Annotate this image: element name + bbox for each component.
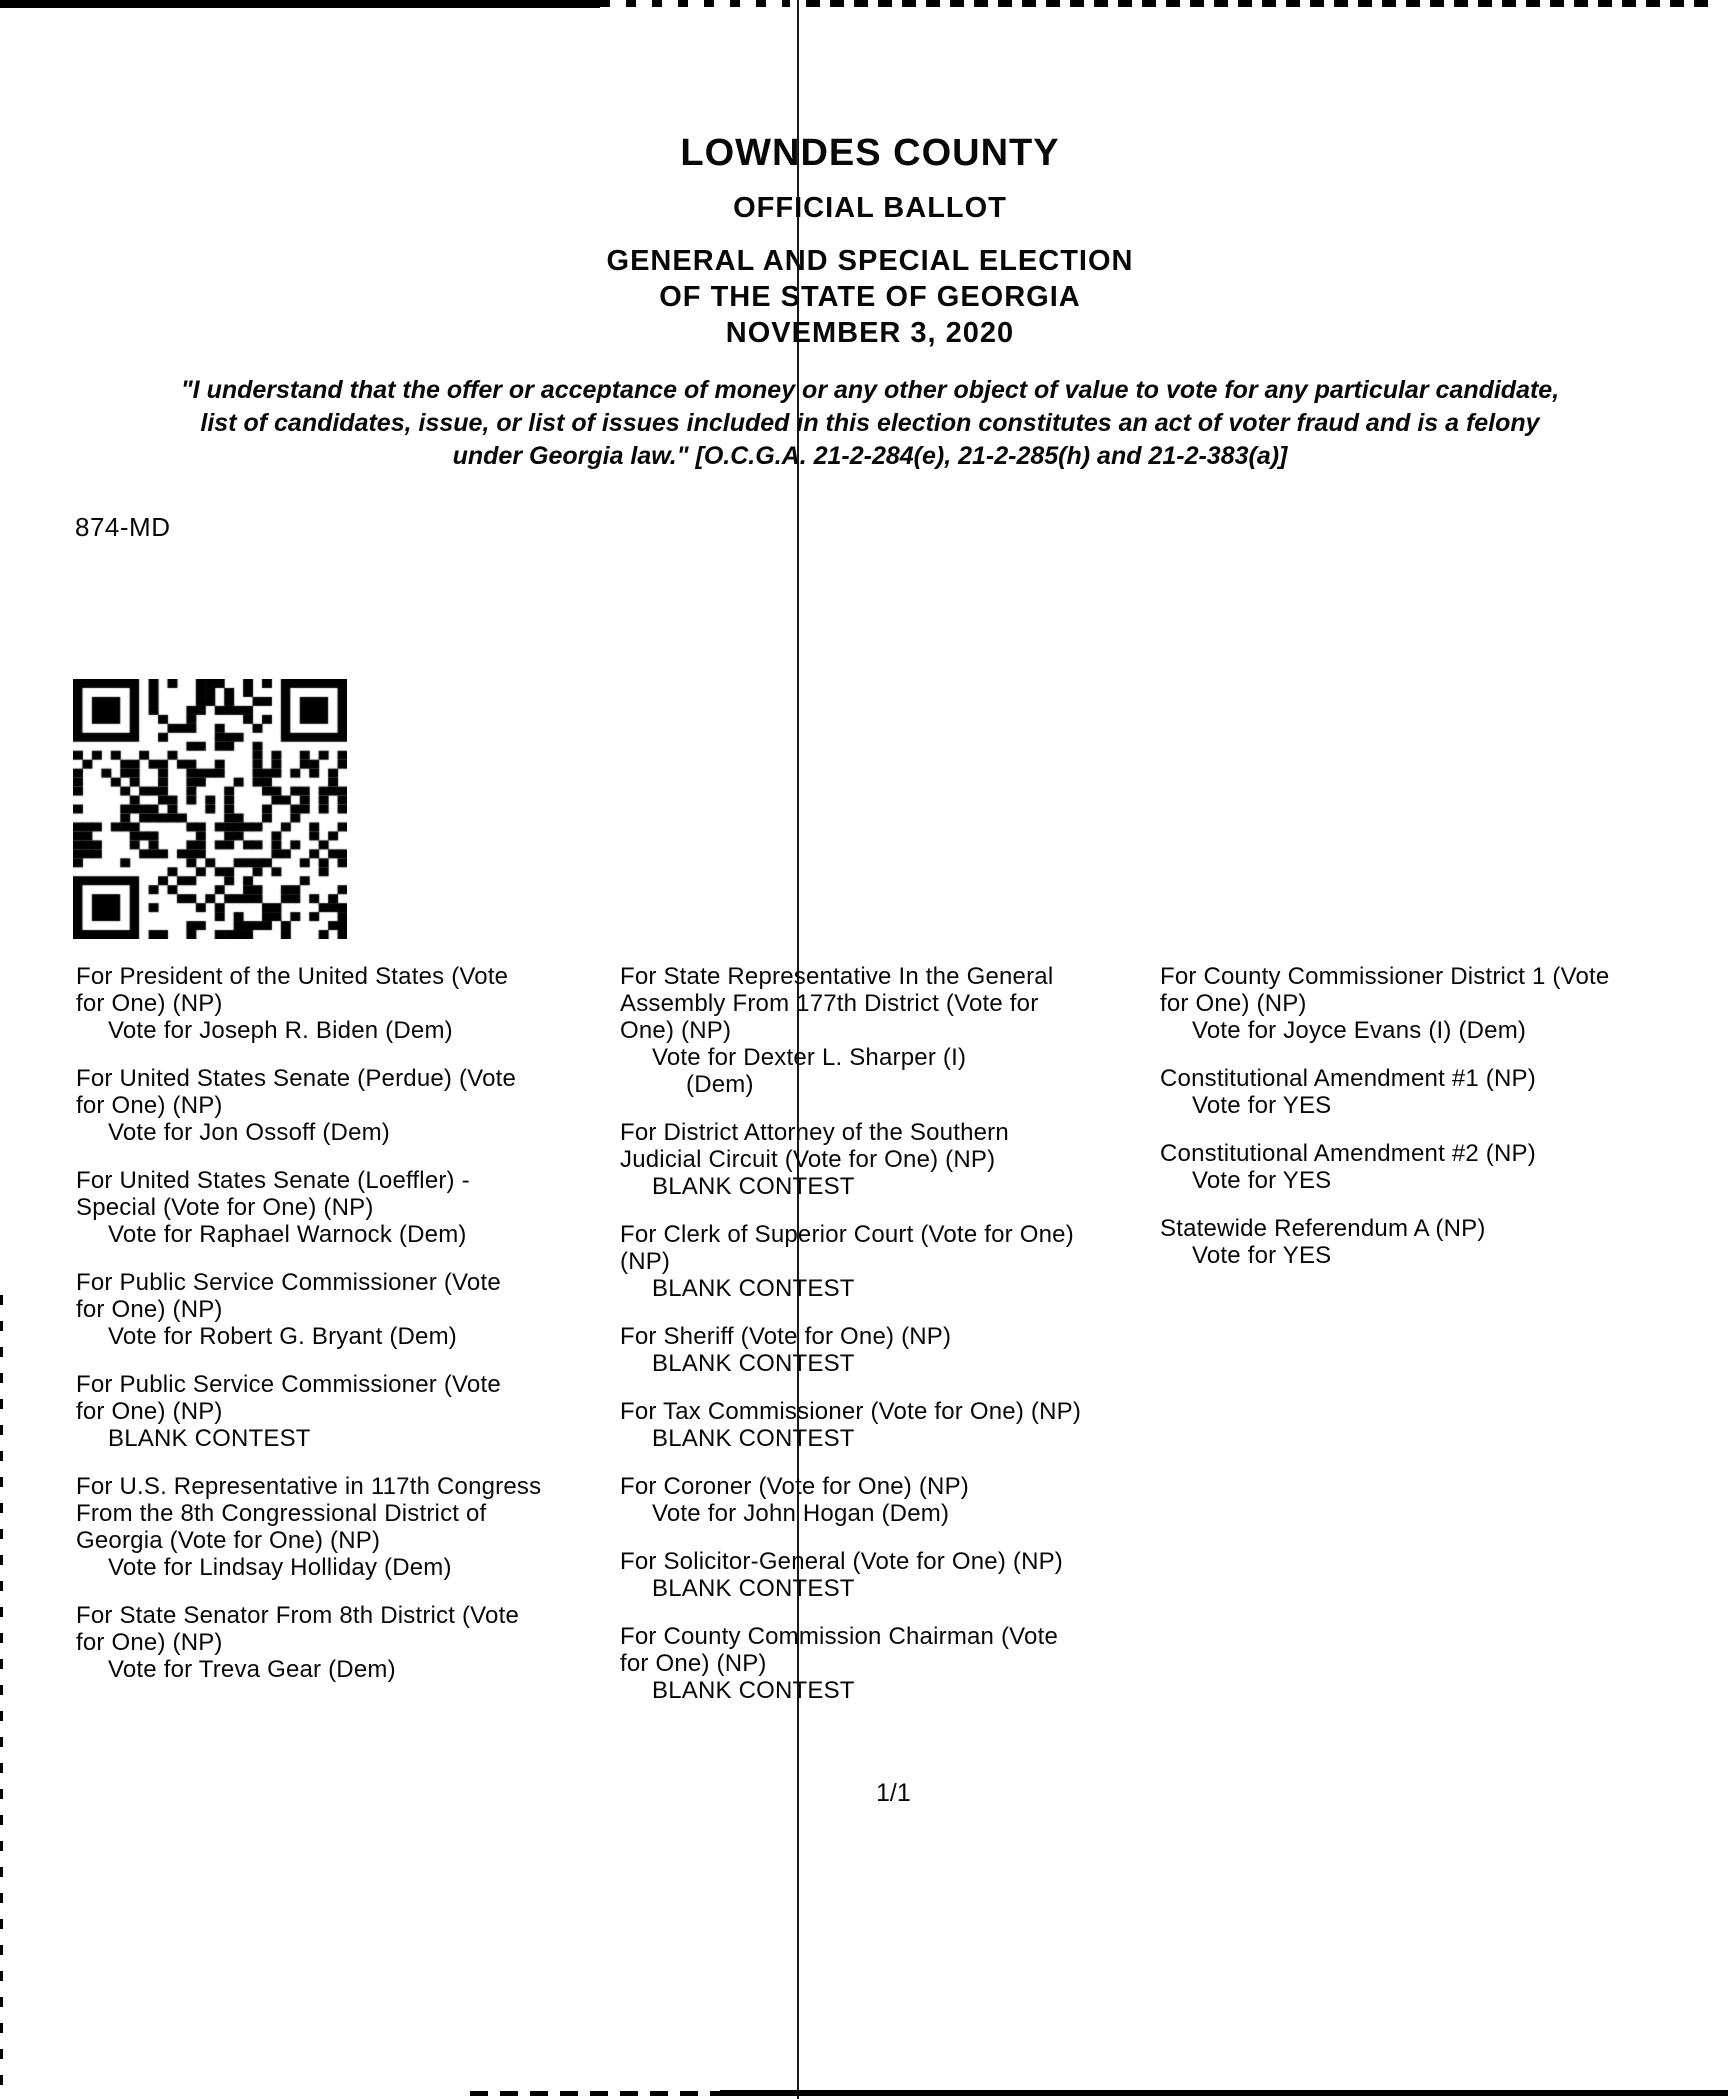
contest-office-line: From the 8th Congressional District of bbox=[76, 1500, 487, 1527]
contest-selection-line: BLANK CONTEST bbox=[652, 1350, 855, 1377]
contest-selection-line: BLANK CONTEST bbox=[652, 1425, 855, 1452]
contest-selection-line: BLANK CONTEST bbox=[652, 1677, 855, 1704]
contest-office-line: for One) (NP) bbox=[76, 1629, 223, 1656]
contest-office-line: For Clerk of Superior Court (Vote for One) bbox=[620, 1221, 1074, 1248]
contest bbox=[620, 1323, 1165, 1377]
voter-fraud-disclaimer bbox=[0, 374, 1728, 473]
official-ballot-title: OFFICIAL BALLOT bbox=[733, 192, 1007, 224]
contest bbox=[620, 1473, 1165, 1527]
contest-office-line: For Public Service Commissioner (Vote bbox=[76, 1371, 501, 1398]
election-title-line: NOVEMBER 3, 2020 bbox=[725, 317, 1015, 349]
contest-office-line: For District Attorney of the Southern bbox=[620, 1119, 1009, 1146]
contest bbox=[620, 1119, 1165, 1200]
contest-office-line: (NP) bbox=[620, 1248, 671, 1275]
contest-selection-line: Vote for Jon Ossoff (Dem) bbox=[108, 1119, 390, 1146]
contest-selection-line: Vote for YES bbox=[1192, 1242, 1332, 1269]
contest-selection-line: Vote for Robert G. Bryant (Dem) bbox=[108, 1323, 457, 1350]
top-edge-dash-mark-left bbox=[600, 0, 790, 7]
ballot-column-2 bbox=[620, 963, 1165, 1725]
contest-office-line: For Coroner (Vote for One) (NP) bbox=[620, 1473, 969, 1500]
contest-selection-line: Vote for Raphael Warnock (Dem) bbox=[108, 1221, 467, 1248]
contest-office-line: for One) (NP) bbox=[1160, 990, 1307, 1017]
contest-office-line: Special (Vote for One) (NP) bbox=[76, 1194, 374, 1221]
contest bbox=[620, 963, 1165, 1098]
contest-office-line: Judicial Circuit (Vote for One) (NP) bbox=[620, 1146, 996, 1173]
election-title-block bbox=[0, 243, 1728, 351]
contest-office-line: Constitutional Amendment #1 (NP) bbox=[1160, 1065, 1536, 1092]
contest-office-line: for One) (NP) bbox=[76, 1398, 223, 1425]
contest-office-line: for One) (NP) bbox=[620, 1650, 767, 1677]
contest-selection-line: BLANK CONTEST bbox=[652, 1173, 855, 1200]
contest-selection-line: Vote for Joyce Evans (I) (Dem) bbox=[1192, 1017, 1527, 1044]
contest-selection-line: Vote for Treva Gear (Dem) bbox=[108, 1656, 396, 1683]
contest-office-line: For State Representative In the General bbox=[620, 963, 1054, 990]
disclaimer-line: "I understand that the offer or acceptance of money or any other object of value to vote for any particular candidate, bbox=[180, 376, 1560, 404]
top-edge-solid-mark bbox=[0, 0, 600, 8]
contest-office-line: Assembly From 177th District (Vote for bbox=[620, 990, 1039, 1017]
contest-office-line: Statewide Referendum A (NP) bbox=[1160, 1215, 1486, 1242]
contest bbox=[1160, 1215, 1728, 1269]
contest-office-line: for One) (NP) bbox=[76, 1092, 223, 1119]
election-title-line: GENERAL AND SPECIAL ELECTION bbox=[606, 245, 1134, 277]
contest-office-line: for One) (NP) bbox=[76, 990, 223, 1017]
contest bbox=[620, 1398, 1165, 1452]
contest-office-line: For Solicitor-General (Vote for One) (NP) bbox=[620, 1548, 1064, 1575]
contest bbox=[76, 1269, 616, 1350]
contest-selection-line: BLANK CONTEST bbox=[108, 1425, 311, 1452]
contest-selection-line: Vote for Joseph R. Biden (Dem) bbox=[108, 1017, 453, 1044]
contest-office-line: One) (NP) bbox=[620, 1017, 732, 1044]
contest bbox=[76, 1065, 616, 1146]
contest-office-line: For Public Service Commissioner (Vote bbox=[76, 1269, 501, 1296]
contest-selection-line: Vote for YES bbox=[1192, 1092, 1332, 1119]
election-title-line: OF THE STATE OF GEORGIA bbox=[659, 281, 1081, 313]
disclaimer-line: list of candidates, issue, or list of issues included in this election constitutes an act of voter fraud and is a felony bbox=[200, 409, 1540, 437]
contest bbox=[76, 1371, 616, 1452]
contest bbox=[1160, 1140, 1728, 1194]
contest bbox=[620, 1548, 1165, 1602]
contest-office-line: For County Commission Chairman (Vote bbox=[620, 1623, 1059, 1650]
contest-office-line: For United States Senate (Loeffler) - bbox=[76, 1167, 470, 1194]
contest-selection-line: (Dem) bbox=[686, 1071, 754, 1098]
left-edge-dash-mark bbox=[0, 1295, 3, 2090]
contest-office-line: For U.S. Representative in 117th Congress bbox=[76, 1473, 542, 1500]
contest-office-line: Georgia (Vote for One) (NP) bbox=[76, 1527, 381, 1554]
contest bbox=[76, 1473, 616, 1581]
contest-office-line: For County Commissioner District 1 (Vote bbox=[1160, 963, 1610, 990]
contest-selection-line: Vote for YES bbox=[1192, 1167, 1332, 1194]
contest bbox=[1160, 1065, 1728, 1119]
disclaimer-line: under Georgia law." [O.C.G.A. 21-2-284(e), 21-2-285(h) and 21-2-383(a)] bbox=[452, 442, 1288, 470]
contest-office-line: For United States Senate (Perdue) (Vote bbox=[76, 1065, 517, 1092]
ballot-style-id: 874-MD bbox=[75, 512, 171, 542]
contest-office-line: For Tax Commissioner (Vote for One) (NP) bbox=[620, 1398, 1082, 1425]
ballot-column-3 bbox=[1160, 963, 1728, 1290]
contest bbox=[76, 963, 616, 1044]
contest bbox=[620, 1221, 1165, 1302]
county-title: LOWNDES COUNTY bbox=[680, 132, 1060, 174]
top-edge-dash-mark-right bbox=[806, 0, 1710, 7]
contest bbox=[76, 1167, 616, 1248]
contest-office-line: Constitutional Amendment #2 (NP) bbox=[1160, 1140, 1536, 1167]
bottom-edge-dash-mark bbox=[470, 2091, 720, 2096]
contest-office-line: For President of the United States (Vote bbox=[76, 963, 509, 990]
contest bbox=[620, 1623, 1165, 1704]
contest-office-line: for One) (NP) bbox=[76, 1296, 223, 1323]
bottom-edge-solid-mark bbox=[720, 2090, 1728, 2096]
page-number: 1/1 bbox=[876, 1779, 911, 1807]
contest-office-line: For Sheriff (Vote for One) (NP) bbox=[620, 1323, 952, 1350]
ballot-column-1 bbox=[76, 963, 616, 1704]
qr-code bbox=[73, 679, 347, 939]
contest-selection-line: BLANK CONTEST bbox=[652, 1275, 855, 1302]
contest bbox=[1160, 963, 1728, 1044]
contest-selection-line: BLANK CONTEST bbox=[652, 1575, 855, 1602]
contest bbox=[76, 1602, 616, 1683]
contest-selection-line: Vote for Dexter L. Sharper (I) bbox=[652, 1044, 967, 1071]
contest-selection-line: Vote for John Hogan (Dem) bbox=[652, 1500, 950, 1527]
contest-selection-line: Vote for Lindsay Holliday (Dem) bbox=[108, 1554, 452, 1581]
contest-office-line: For State Senator From 8th District (Vote bbox=[76, 1602, 520, 1629]
